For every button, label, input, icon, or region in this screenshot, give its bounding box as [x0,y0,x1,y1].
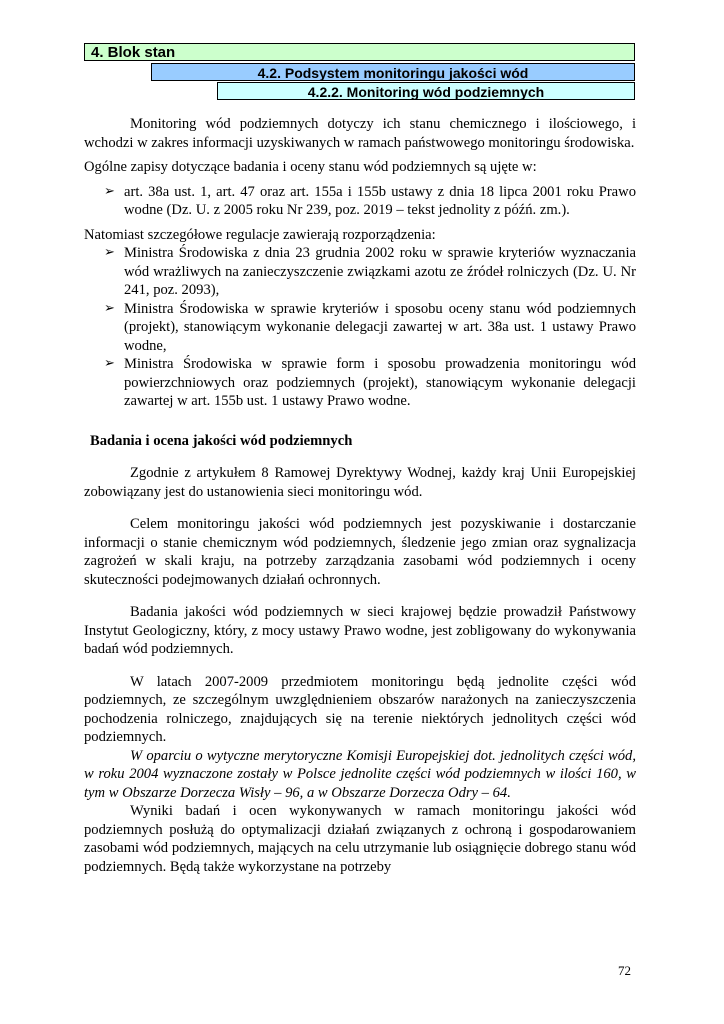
section-header: 4.2. Podsystem monitoringu jakości wód [151,63,635,81]
arrow-bullet-icon: ➢ [104,183,115,199]
list-item: ➢ Ministra Środowiska z dnia 23 grudnia 2002 roku w sprawie kryteriów wyznaczania wód wrażliwych na zanieczyszczenie związkami azotu ze źródeł rolniczych (Dz. U. Nr 241, poz. 2093), [104,245,636,298]
paragraph-intro: Monitoring wód podziemnych dotyczy ich stanu chemicznego i ilościowego, i wchodzi w zakres informacji uzyskiwanych w ramach państwowego monitoringu środowiska. [84,116,636,151]
arrow-bullet-icon: ➢ [104,300,115,316]
arrow-bullet-icon: ➢ [104,356,115,371]
chapter-header: 4. Blok stan [84,43,635,61]
subsection-header: 4.2.2. Monitoring wód podziemnych [217,82,635,100]
paragraph-purpose: Celem monitoringu jakości wód podziemnych jest pozyskiwanie i dostarczanie informacji o stanie chemicznym wód podziemnych, śledzenie jego zmian oraz sygnalizacja zagrożeń w skali kraju, na potrzeby zarządzania zasobami wód podziemnych i oceny skuteczności podejmowanych działań ochronnych. [84,516,636,588]
section-heading: Badania i ocena jakości wód podziemnych [90,432,353,449]
paragraph-directive: Zgodnie z artykułem 8 Ramowej Dyrektywy Wodnej, każdy kraj Unii Europejskiej zobowiązany jest do ustanowienia sieci monitoringu wód. [84,465,636,500]
page-number: 72 [618,963,631,978]
paragraph-years: W latach 2007-2009 przedmiotem monitoringu będą jednolite części wód podziemnych, ze szczególnym uwzględnieniem obszarów narażonych na zanieczyszczenia pochodzenia rolniczego, znajdujących się na terenie niektórych jednolitych części wód podziemnych. [84,673,636,745]
paragraph-institute: Badania jakości wód podziemnych w sieci krajowej będzie prowadził Państwowy Instytut Geologiczny, który, z mocy ustawy Prawo wodne, jest zobligowany do wykonywania badań wód podziemnych. [84,604,636,657]
arrow-bullet-icon: ➢ [104,245,115,260]
list-item: ➢ art. 38a ust. 1, art. 47 oraz art. 155a i 155b ustawy z dnia 18 lipca 2001 roku Prawo wodne (Dz. U. z 2005 roku Nr 239, poz. 2019 – tekst jednolity z późń. zm.). [104,183,636,218]
list-regulations [84,244,636,411]
paragraph-detailed-regulations: Natomiast szczegółowe regulacje zawierają rozporządzenia: [84,226,436,243]
list-legal-acts [84,183,636,220]
paragraph-results: Wyniki badań i ocen wykonywanych w ramach monitoringu jakości wód podziemnych posłużą do optymalizacji działań związanych z ochroną i gospodarowaniem zasobami wód podziemnych, mających na celu utrzymanie lub osiągnięcie dobrego stanu wód podziemnych. Będą także wykorzystane na potrzeby [84,803,636,875]
paragraph-guidelines: W oparciu o wytyczne merytoryczne Komisji Europejskiej dot. jednolitych części wód, w roku 2004 wyznaczone zostały w Polsce jednolite części wód podziemnych w ilości 160, w tym w Obszarze Dorzecza Wisły – 96, a w Obszarze Dorzecza Odry – 64. [84,747,636,801]
paragraph-general-provisions: Ogólne zapisy dotyczące badania i oceny stanu wód podziemnych są ujęte w: [84,159,537,175]
list-item: ➢ Ministra Środowiska w sprawie form i sposobu prowadzenia monitoringu wód powierzchniowych oraz podziemnych (projekt), stanowiącym wykonanie delegacji zawartej w art. 155b ust. 1 ustawy Prawo wodne. [104,356,636,409]
document-body [84,115,636,876]
list-item: ➢ Ministra Środowiska w sprawie kryteriów i sposobu oceny stanu wód podziemnych (projekt), stanowiącym wykonanie delegacji zawartej w art. 38a ust. 1 ustawy Prawo wodne, [104,300,636,354]
